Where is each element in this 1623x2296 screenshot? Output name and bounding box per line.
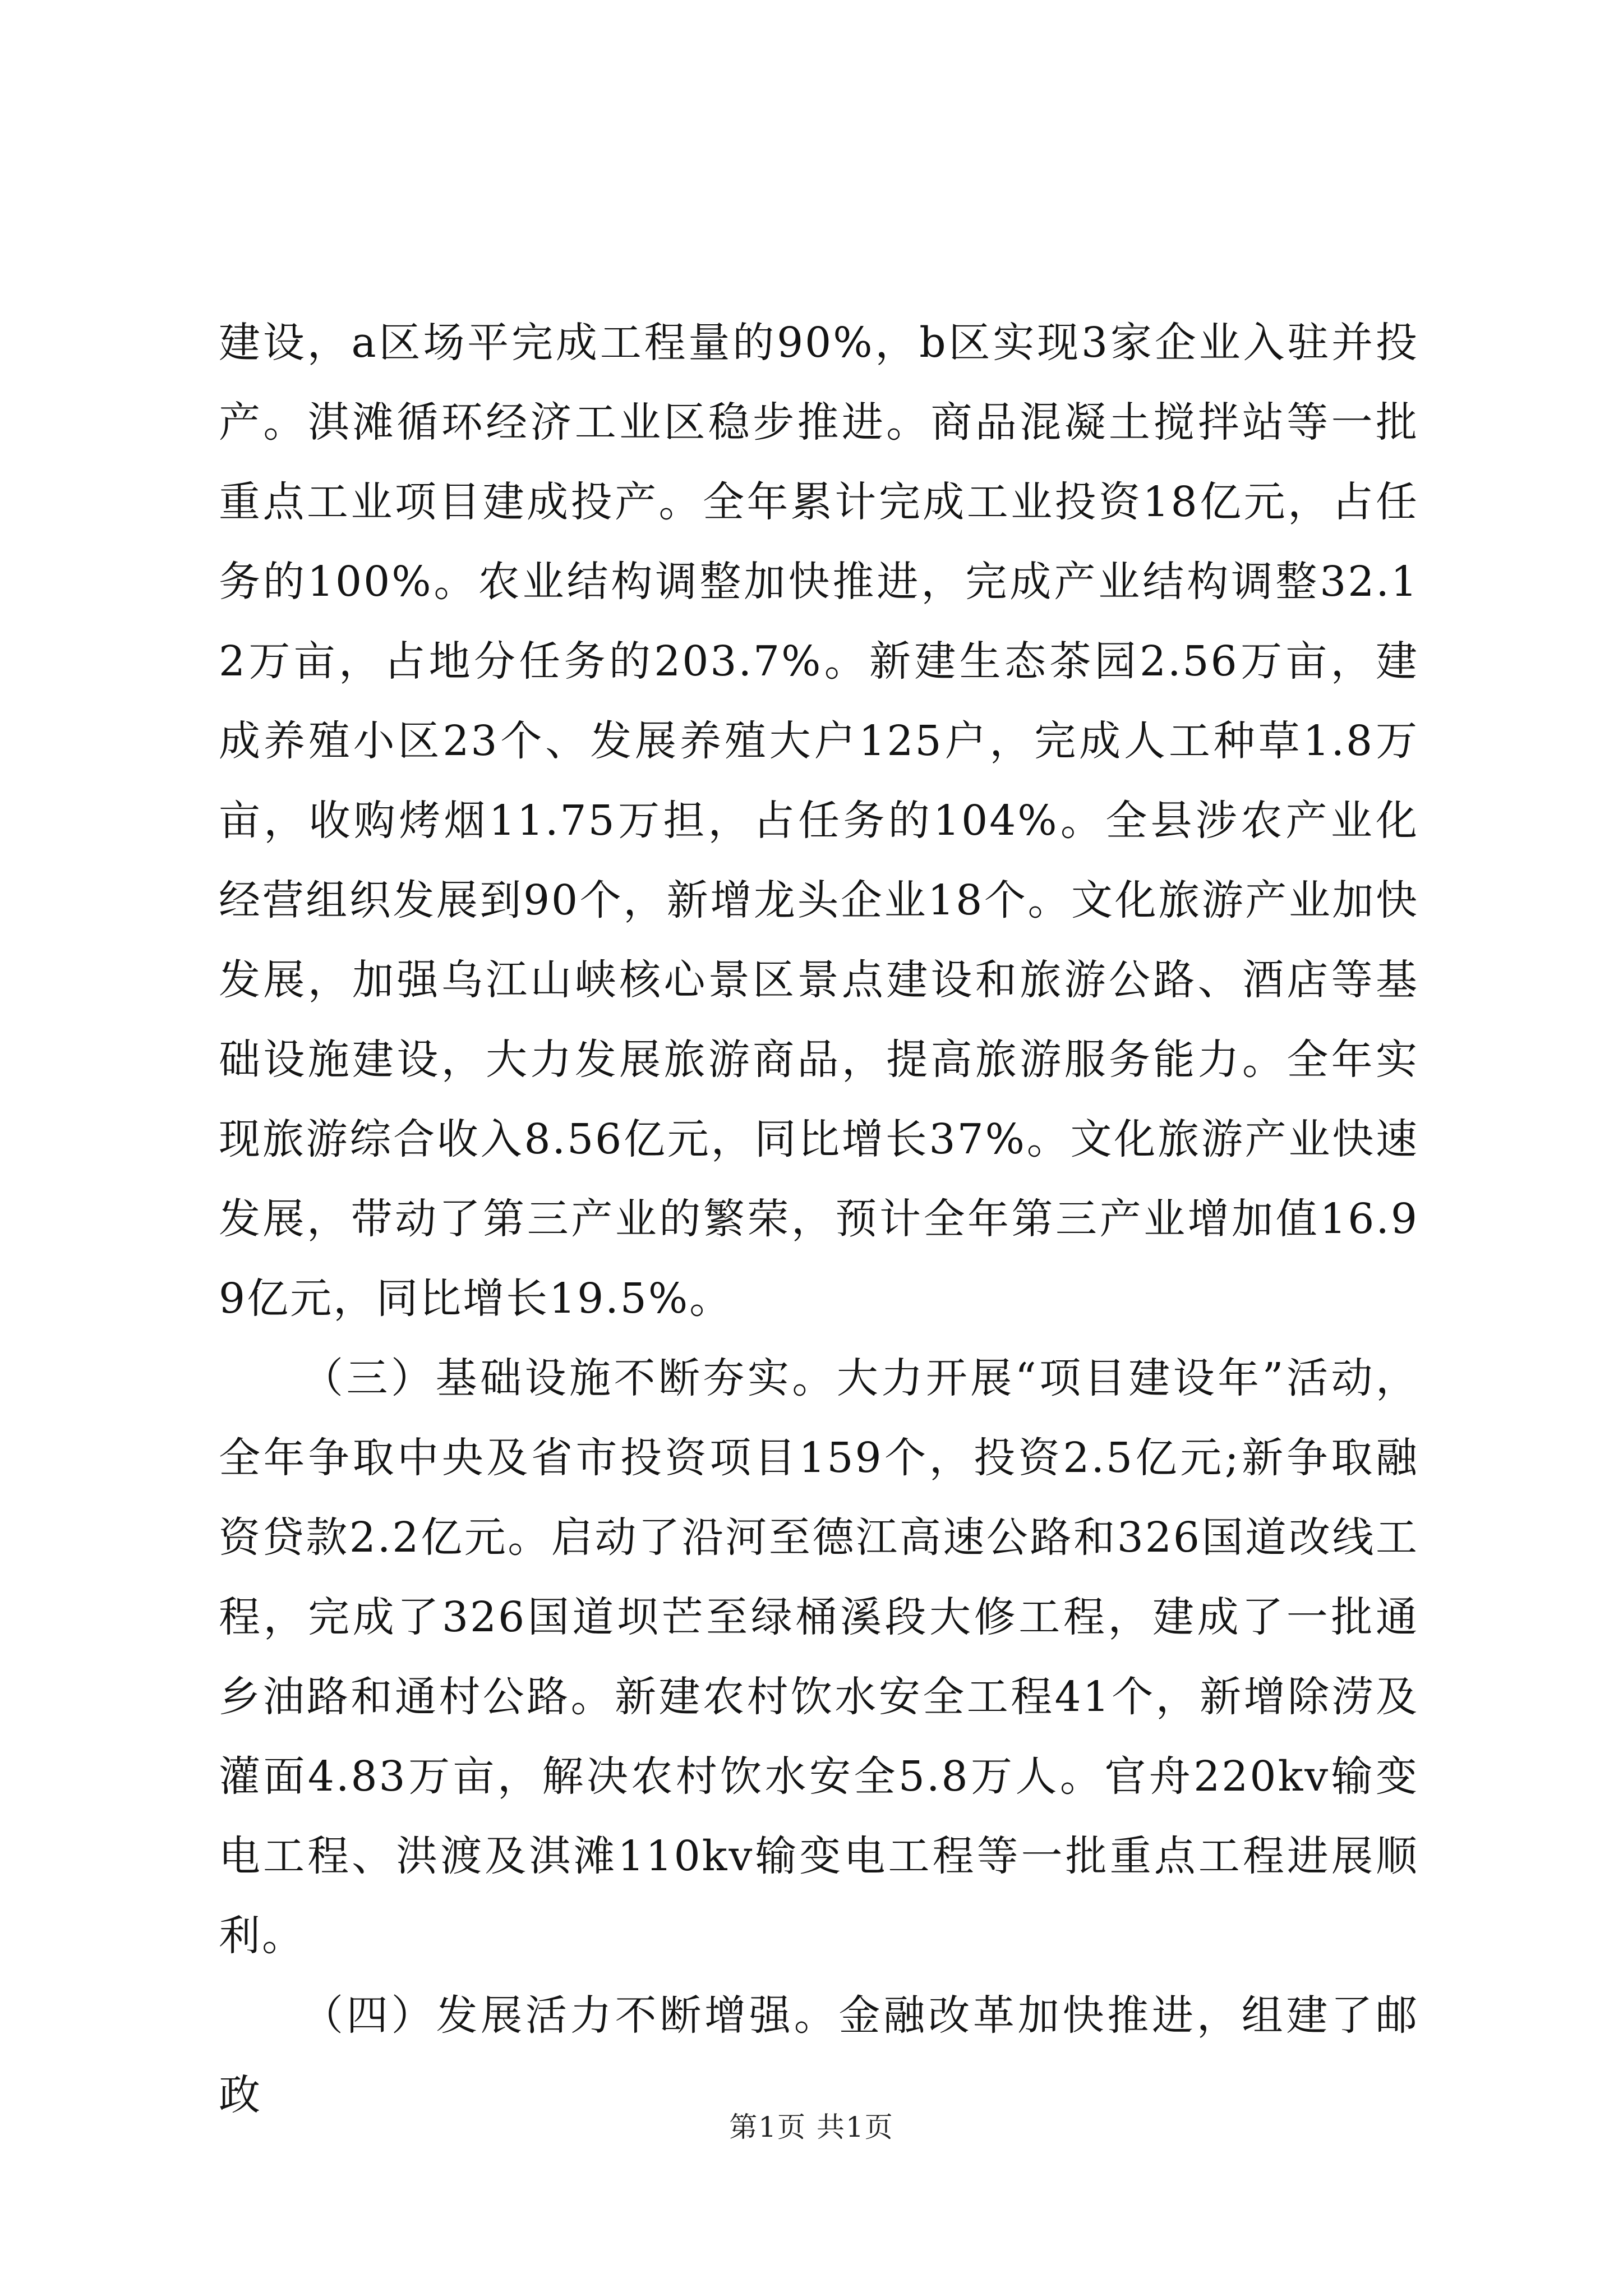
paragraph-2: （三）基础设施不断夯实。大力开展“项目建设年”活动，全年争取中央及省市投资项目159个，投资2.5亿元;新争取融资贷款2.2亿元。启动了沿河至德江高速公路和326国道改线工程，完成了326国道坝芒至绿桶溪段大修工程，建成了一批通乡油路和通村公路。新建农村饮水安全工程41个，新增除涝及灌面4.83万亩，解决农村饮水安全5.8万人。官舟220kv输变电工程、洪渡及淇滩110kv输变电工程等一批重点工程进展顺利。 [219,1354,1419,1960]
page-footer: 第1页 共1页 [729,2111,894,2143]
paragraph-1: 建设，a区场平完成工程量的90%，b区实现3家企业入驻并投产。淇滩循环经济工业区稳步推进。商品混凝土搅拌站等一批重点工业项目建成投产。全年累计完成工业投资18亿元，占任务的100%。农业结构调整加快推进，完成产业结构调整32.12万亩，占地分任务的203.7%。新建生态茶园2.56万亩，建成养殖小区23个、发展养殖大户125户，完成人工种草1.8万亩，收购烤烟11.75万担，占任务的104%。全县涉农产业化经营组织发展到90个，新增龙头企业18个。文化旅游产业加快发展，加强乌江山峡核心景区景点建设和旅游公路、酒店等基础设施建设，大力发展旅游商品，提高旅游服务能力。全年实现旅游综合收入8.56亿元，同比增长37%。文化旅游产业快速发展，带动了第三产业的繁荣，预计全年第三产业增加值16.99亿元，同比增长19.5%。 [219,319,1419,1323]
document-body [219,303,1419,2135]
paragraph-3: （四）发展活力不断增强。金融改革加快推进，组建了邮政 [219,1991,1419,2119]
